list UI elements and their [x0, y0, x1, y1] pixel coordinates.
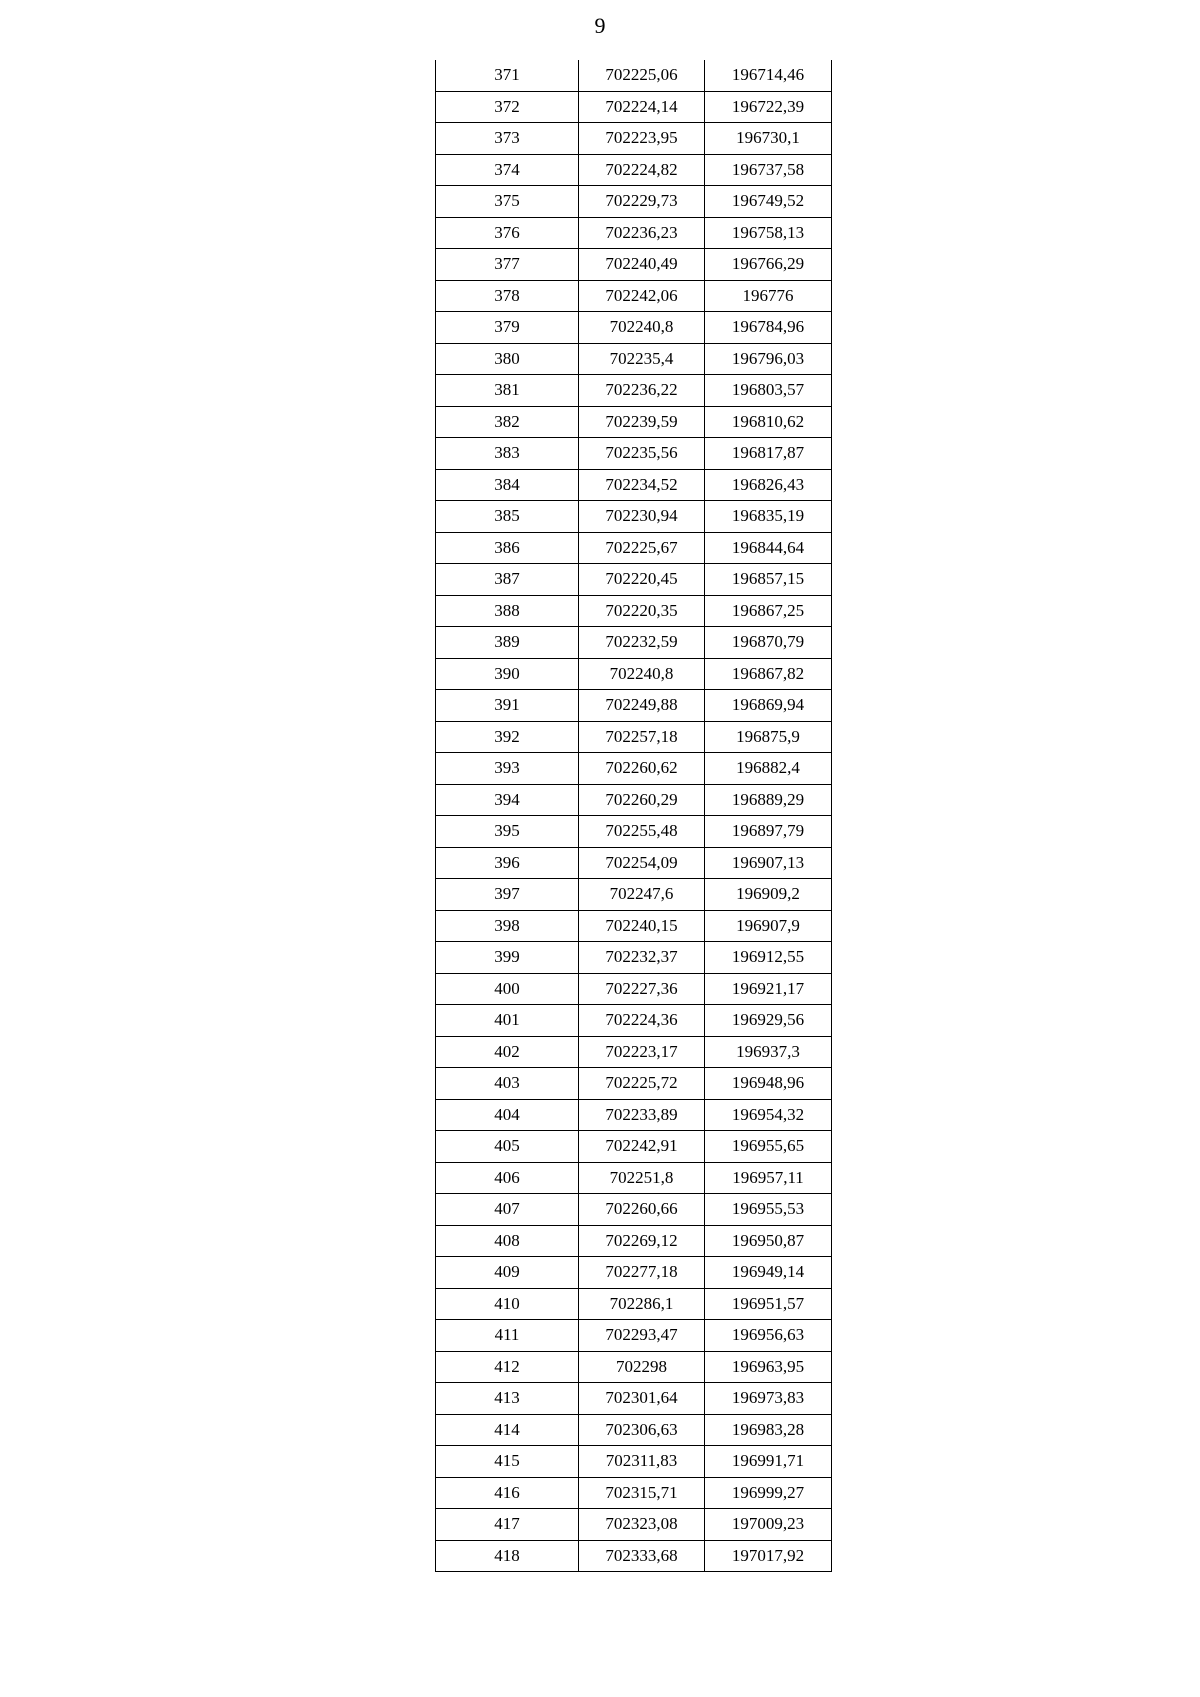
table-row [436, 1005, 832, 1037]
y-coordinate-cell: 196949,14 [705, 1257, 832, 1289]
x-coordinate-cell: 702269,12 [579, 1225, 705, 1257]
x-coordinate-cell: 702301,64 [579, 1383, 705, 1415]
table-row [436, 1131, 832, 1163]
y-coordinate-cell: 196909,2 [705, 879, 832, 911]
x-coordinate-cell: 702233,89 [579, 1099, 705, 1131]
point-number-cell: 418 [436, 1540, 579, 1572]
y-coordinate-cell: 196957,11 [705, 1162, 832, 1194]
y-coordinate-cell: 196912,55 [705, 942, 832, 974]
point-number-cell: 404 [436, 1099, 579, 1131]
x-coordinate-cell: 702227,36 [579, 973, 705, 1005]
point-number-cell: 403 [436, 1068, 579, 1100]
point-number-cell: 409 [436, 1257, 579, 1289]
x-coordinate-cell: 702240,49 [579, 249, 705, 281]
table-row [436, 1225, 832, 1257]
y-coordinate-cell: 196875,9 [705, 721, 832, 753]
table-row [436, 343, 832, 375]
point-number-cell: 397 [436, 879, 579, 911]
table-row [436, 1036, 832, 1068]
point-number-cell: 416 [436, 1477, 579, 1509]
x-coordinate-cell: 702333,68 [579, 1540, 705, 1572]
y-coordinate-cell: 196950,87 [705, 1225, 832, 1257]
point-number-cell: 381 [436, 375, 579, 407]
y-coordinate-cell: 196897,79 [705, 816, 832, 848]
y-coordinate-cell: 196857,15 [705, 564, 832, 596]
x-coordinate-cell: 702254,09 [579, 847, 705, 879]
point-number-cell: 395 [436, 816, 579, 848]
y-coordinate-cell: 196766,29 [705, 249, 832, 281]
point-number-cell: 398 [436, 910, 579, 942]
y-coordinate-cell: 196844,64 [705, 532, 832, 564]
y-coordinate-cell: 196983,28 [705, 1414, 832, 1446]
table-row [436, 1320, 832, 1352]
x-coordinate-cell: 702230,94 [579, 501, 705, 533]
y-coordinate-cell: 196921,17 [705, 973, 832, 1005]
point-number-cell: 388 [436, 595, 579, 627]
point-number-cell: 386 [436, 532, 579, 564]
y-coordinate-cell: 196955,53 [705, 1194, 832, 1226]
y-coordinate-cell: 196954,32 [705, 1099, 832, 1131]
x-coordinate-cell: 702323,08 [579, 1509, 705, 1541]
x-coordinate-cell: 702225,67 [579, 532, 705, 564]
x-coordinate-cell: 702311,83 [579, 1446, 705, 1478]
x-coordinate-cell: 702224,14 [579, 91, 705, 123]
x-coordinate-cell: 702239,59 [579, 406, 705, 438]
table-row [436, 249, 832, 281]
point-number-cell: 417 [436, 1509, 579, 1541]
point-number-cell: 406 [436, 1162, 579, 1194]
x-coordinate-cell: 702224,36 [579, 1005, 705, 1037]
x-coordinate-cell: 702232,59 [579, 627, 705, 659]
table-row [436, 1446, 832, 1478]
y-coordinate-cell: 196948,96 [705, 1068, 832, 1100]
x-coordinate-cell: 702255,48 [579, 816, 705, 848]
table-row [436, 910, 832, 942]
coordinates-table [435, 60, 832, 1572]
point-number-cell: 415 [436, 1446, 579, 1478]
point-number-cell: 408 [436, 1225, 579, 1257]
table-row [436, 1288, 832, 1320]
y-coordinate-cell: 196991,71 [705, 1446, 832, 1478]
point-number-cell: 393 [436, 753, 579, 785]
table-row [436, 784, 832, 816]
table-row [436, 1257, 832, 1289]
x-coordinate-cell: 702235,4 [579, 343, 705, 375]
point-number-cell: 372 [436, 91, 579, 123]
table-row [436, 91, 832, 123]
point-number-cell: 383 [436, 438, 579, 470]
point-number-cell: 400 [436, 973, 579, 1005]
y-coordinate-cell: 196951,57 [705, 1288, 832, 1320]
table-row [436, 627, 832, 659]
point-number-cell: 411 [436, 1320, 579, 1352]
table-row [436, 501, 832, 533]
table-row [436, 721, 832, 753]
y-coordinate-cell: 196907,9 [705, 910, 832, 942]
point-number-cell: 407 [436, 1194, 579, 1226]
x-coordinate-cell: 702234,52 [579, 469, 705, 501]
table-row [436, 280, 832, 312]
point-number-cell: 390 [436, 658, 579, 690]
table-row [436, 406, 832, 438]
point-number-cell: 385 [436, 501, 579, 533]
table-row [436, 658, 832, 690]
table-row [436, 1194, 832, 1226]
coordinates-table-body [436, 60, 832, 1572]
table-row [436, 973, 832, 1005]
table-row [436, 123, 832, 155]
y-coordinate-cell: 196803,57 [705, 375, 832, 407]
x-coordinate-cell: 702232,37 [579, 942, 705, 974]
point-number-cell: 380 [436, 343, 579, 375]
y-coordinate-cell: 196882,4 [705, 753, 832, 785]
point-number-cell: 382 [436, 406, 579, 438]
y-coordinate-cell: 196730,1 [705, 123, 832, 155]
table-row [436, 1414, 832, 1446]
table-row [436, 564, 832, 596]
point-number-cell: 371 [436, 60, 579, 91]
point-number-cell: 412 [436, 1351, 579, 1383]
x-coordinate-cell: 702306,63 [579, 1414, 705, 1446]
y-coordinate-cell: 196870,79 [705, 627, 832, 659]
x-coordinate-cell: 702236,22 [579, 375, 705, 407]
y-coordinate-cell: 196937,3 [705, 1036, 832, 1068]
x-coordinate-cell: 702247,6 [579, 879, 705, 911]
y-coordinate-cell: 196714,46 [705, 60, 832, 91]
x-coordinate-cell: 702242,91 [579, 1131, 705, 1163]
x-coordinate-cell: 702298 [579, 1351, 705, 1383]
x-coordinate-cell: 702293,47 [579, 1320, 705, 1352]
x-coordinate-cell: 702260,62 [579, 753, 705, 785]
x-coordinate-cell: 702229,73 [579, 186, 705, 218]
x-coordinate-cell: 702315,71 [579, 1477, 705, 1509]
y-coordinate-cell: 196956,63 [705, 1320, 832, 1352]
y-coordinate-cell: 196749,52 [705, 186, 832, 218]
x-coordinate-cell: 702260,66 [579, 1194, 705, 1226]
point-number-cell: 405 [436, 1131, 579, 1163]
y-coordinate-cell: 196867,25 [705, 595, 832, 627]
table-row [436, 942, 832, 974]
point-number-cell: 399 [436, 942, 579, 974]
table-row [436, 847, 832, 879]
table-row [436, 690, 832, 722]
point-number-cell: 375 [436, 186, 579, 218]
point-number-cell: 396 [436, 847, 579, 879]
y-coordinate-cell: 196907,13 [705, 847, 832, 879]
x-coordinate-cell: 702260,29 [579, 784, 705, 816]
table-row [436, 438, 832, 470]
y-coordinate-cell: 196869,94 [705, 690, 832, 722]
x-coordinate-cell: 702223,17 [579, 1036, 705, 1068]
point-number-cell: 392 [436, 721, 579, 753]
point-number-cell: 379 [436, 312, 579, 344]
point-number-cell: 410 [436, 1288, 579, 1320]
x-coordinate-cell: 702220,45 [579, 564, 705, 596]
y-coordinate-cell: 196784,96 [705, 312, 832, 344]
y-coordinate-cell: 196955,65 [705, 1131, 832, 1163]
x-coordinate-cell: 702242,06 [579, 280, 705, 312]
y-coordinate-cell: 196817,87 [705, 438, 832, 470]
y-coordinate-cell: 196973,83 [705, 1383, 832, 1415]
table-row [436, 60, 832, 91]
table-row [436, 816, 832, 848]
y-coordinate-cell: 196722,39 [705, 91, 832, 123]
y-coordinate-cell: 197009,23 [705, 1509, 832, 1541]
x-coordinate-cell: 702225,06 [579, 60, 705, 91]
table-row [436, 753, 832, 785]
point-number-cell: 402 [436, 1036, 579, 1068]
point-number-cell: 387 [436, 564, 579, 596]
table-row [436, 595, 832, 627]
x-coordinate-cell: 702277,18 [579, 1257, 705, 1289]
table-row [436, 532, 832, 564]
point-number-cell: 394 [436, 784, 579, 816]
y-coordinate-cell: 196889,29 [705, 784, 832, 816]
point-number-cell: 413 [436, 1383, 579, 1415]
y-coordinate-cell: 196835,19 [705, 501, 832, 533]
point-number-cell: 414 [436, 1414, 579, 1446]
x-coordinate-cell: 702249,88 [579, 690, 705, 722]
table-row [436, 375, 832, 407]
table-row [436, 1477, 832, 1509]
y-coordinate-cell: 196999,27 [705, 1477, 832, 1509]
y-coordinate-cell: 196758,13 [705, 217, 832, 249]
point-number-cell: 384 [436, 469, 579, 501]
table-row [436, 1099, 832, 1131]
x-coordinate-cell: 702257,18 [579, 721, 705, 753]
point-number-cell: 376 [436, 217, 579, 249]
table-row [436, 879, 832, 911]
y-coordinate-cell: 196776 [705, 280, 832, 312]
x-coordinate-cell: 702224,82 [579, 154, 705, 186]
point-number-cell: 373 [436, 123, 579, 155]
table-row [436, 1351, 832, 1383]
table-row [436, 217, 832, 249]
x-coordinate-cell: 702251,8 [579, 1162, 705, 1194]
table-row [436, 1509, 832, 1541]
y-coordinate-cell: 196796,03 [705, 343, 832, 375]
page-number: 9 [594, 13, 606, 38]
x-coordinate-cell: 702240,15 [579, 910, 705, 942]
x-coordinate-cell: 702240,8 [579, 658, 705, 690]
y-coordinate-cell: 196963,95 [705, 1351, 832, 1383]
table-row [436, 1068, 832, 1100]
table-row [436, 154, 832, 186]
x-coordinate-cell: 702220,35 [579, 595, 705, 627]
table-row [436, 1162, 832, 1194]
point-number-cell: 377 [436, 249, 579, 281]
y-coordinate-cell: 196867,82 [705, 658, 832, 690]
x-coordinate-cell: 702235,56 [579, 438, 705, 470]
table-row [436, 312, 832, 344]
point-number-cell: 391 [436, 690, 579, 722]
point-number-cell: 401 [436, 1005, 579, 1037]
point-number-cell: 378 [436, 280, 579, 312]
x-coordinate-cell: 702286,1 [579, 1288, 705, 1320]
point-number-cell: 374 [436, 154, 579, 186]
table-row [436, 469, 832, 501]
x-coordinate-cell: 702240,8 [579, 312, 705, 344]
table-row [436, 1540, 832, 1572]
x-coordinate-cell: 702225,72 [579, 1068, 705, 1100]
x-coordinate-cell: 702223,95 [579, 123, 705, 155]
y-coordinate-cell: 196810,62 [705, 406, 832, 438]
y-coordinate-cell: 197017,92 [705, 1540, 832, 1572]
y-coordinate-cell: 196929,56 [705, 1005, 832, 1037]
point-number-cell: 389 [436, 627, 579, 659]
y-coordinate-cell: 196737,58 [705, 154, 832, 186]
table-row [436, 1383, 832, 1415]
y-coordinate-cell: 196826,43 [705, 469, 832, 501]
x-coordinate-cell: 702236,23 [579, 217, 705, 249]
table-row [436, 186, 832, 218]
